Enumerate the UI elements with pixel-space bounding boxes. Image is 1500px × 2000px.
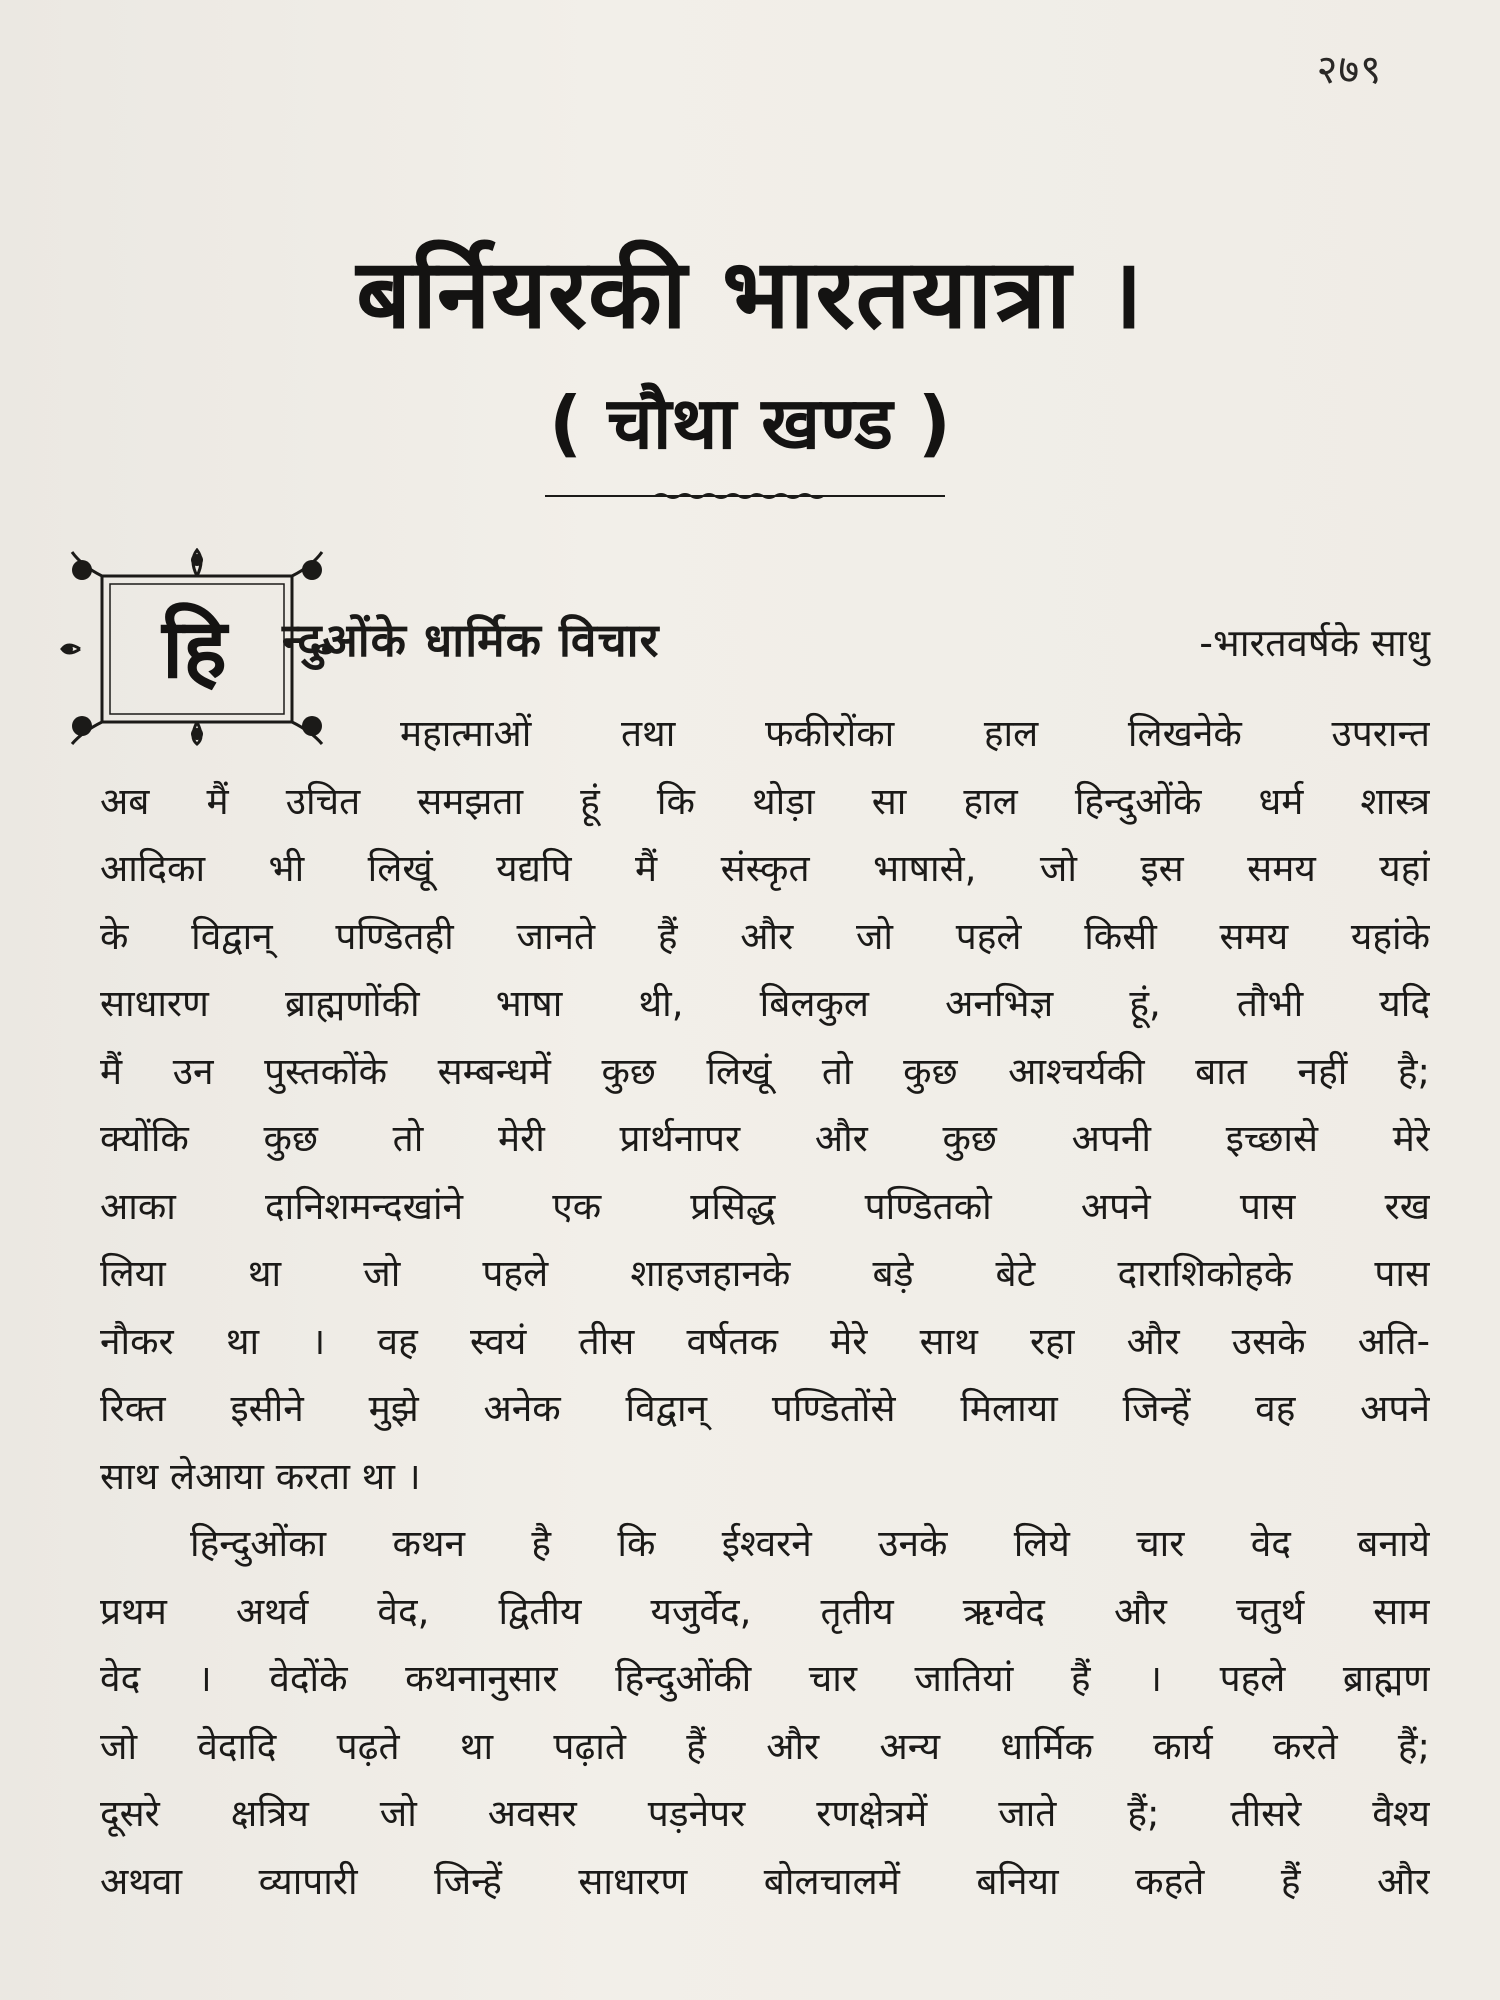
text-line: लिया था जो पहले शाहजहानके बड़े बेटे दाराशिकोहके पास [100, 1252, 1430, 1295]
chapter-title: बर्नियरकी भारतयात्रा । [356, 238, 1144, 350]
text-line: मैं उन पुस्तकोंके सम्बन्धमें कुछ लिखूं तो कुछ आश्चर्यकी बात नहीं है; [100, 1049, 1430, 1093]
text-line: अथवा व्यापारी जिन्हें साधारण बोलचालमें बनिया कहते हैं और [100, 1859, 1430, 1903]
text-line: रिक्त इसीने मुझे अनेक विद्वान् पण्डितोंसे मिलाया जिन्हें वह अपने [100, 1387, 1430, 1430]
section-heading-bold: न्दुओंके धार्मिक विचार [282, 613, 660, 667]
text-line: जो वेदादि पढ़ते था पढ़ाते हैं और अन्य धार्मिक कार्य करते हैं; [100, 1724, 1430, 1768]
text-line: आका दानिशमन्दखांने एक प्रसिद्ध पण्डितको अपने पास रख [100, 1184, 1430, 1228]
text-line: के विद्वान् पण्डितही जानते हैं और जो पहले किसी समय यहांके [100, 914, 1430, 958]
body-text [100, 700, 1430, 1915]
text-line: साधारण ब्राह्मणोंकी भाषा थी, बिलकुल अनभिज्ञ हूं, तौभी यदि [100, 982, 1430, 1025]
text-line: नौकर था । वह स्वयं तीस वर्षतक मेरे साथ रहा और उसके अति- [100, 1319, 1430, 1363]
text-line: आदिका भी लिखूं यद्यपि मैं संस्कृत भाषासे, जो इस समय यहां [100, 847, 1430, 890]
text-line: महात्माओं तथा फकीरोंका हाल लिखनेके उपरान्त [400, 712, 1430, 755]
text-line: दूसरे क्षत्रिय जो अवसर पड़नेपर रणक्षेत्रमें जाते हैं; तीसरे वैश्य [100, 1792, 1430, 1835]
text-line: अब मैं उचित समझता हूं कि थोड़ा सा हाल हिन्दुओंके धर्म शास्त्र [100, 779, 1430, 823]
title-divider-ornament [545, 492, 945, 500]
text-line: हिन्दुओंका कथन है कि ईश्वरने उनके लिये चार वेद बनाये [190, 1522, 1430, 1565]
text-line: प्रथम अथर्व वेद, द्वितीय यजुर्वेद, तृतीय ऋग्वेद और चतुर्थ साम [100, 1589, 1430, 1633]
text-line: साथ लेआया करता था । [100, 1454, 421, 1498]
chapter-subtitle: ( चौथा खण्ड ) [549, 381, 951, 465]
section-heading [282, 608, 1430, 670]
page-number: २७९ [1316, 47, 1382, 93]
dropcap-letters: हि [162, 602, 231, 697]
section-heading-rest: -भारतवर्षके साधु [1199, 621, 1430, 665]
text-line: वेद । वेदोंके कथनानुसार हिन्दुओंकी चार जातियां हैं । पहले ब्राह्मण [100, 1657, 1430, 1700]
text-line: क्योंकि कुछ तो मेरी प्रार्थनापर और कुछ अपनी इच्छासे मेरे [100, 1117, 1430, 1160]
